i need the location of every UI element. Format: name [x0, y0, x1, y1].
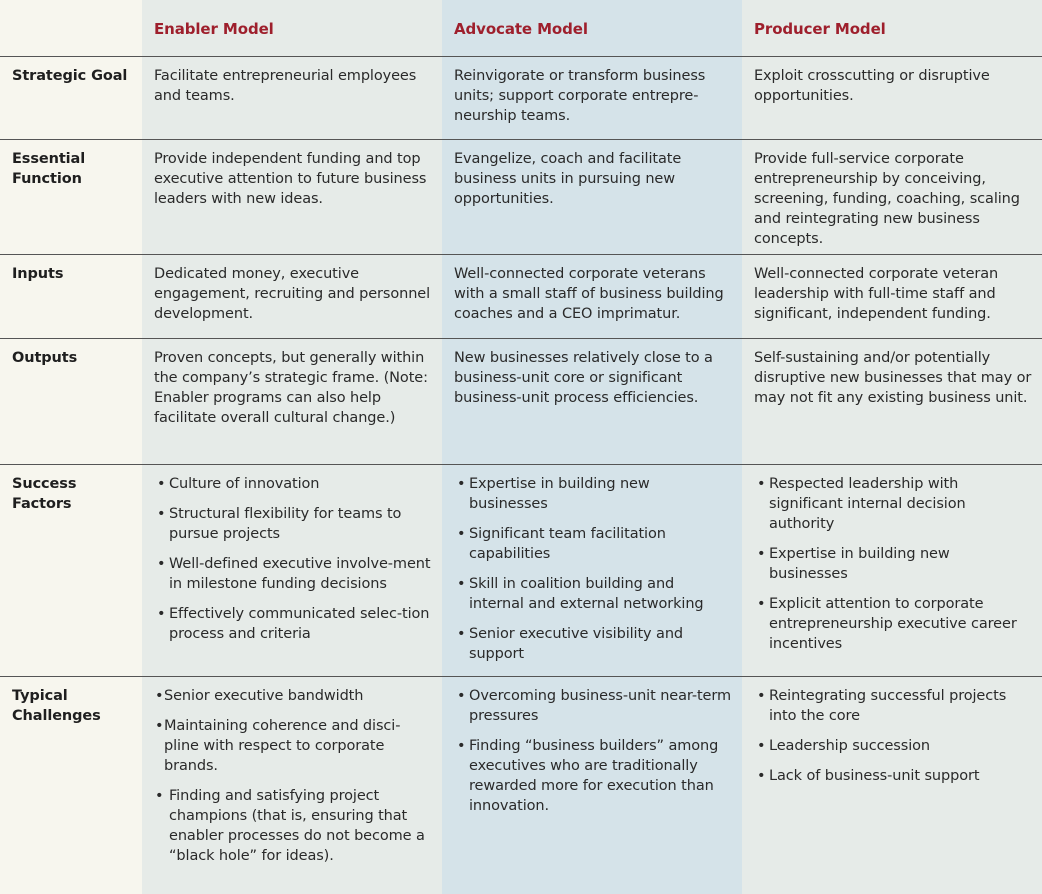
row-label-success-factors: Success Factors	[0, 465, 142, 677]
cell-enabler-strategic-goal: Facilitate entrepreneurial employees and teams.	[142, 57, 442, 140]
header-enabler-model: Enabler Model	[142, 0, 442, 57]
cell-producer-inputs: Well-connected corporate veteran leadership with full-time staff and significant, independent funding.	[742, 255, 1042, 339]
cell-enabler-inputs: Dedicated money, executive engagement, recruiting and personnel development.	[142, 255, 442, 339]
cell-producer-strategic-goal: Exploit crosscutting or disruptive opportunities.	[742, 57, 1042, 140]
list-item: • Reintegrating successful projects into the core	[754, 686, 1032, 726]
cell-producer-typical-challenges	[742, 677, 1042, 894]
bullet-list	[154, 686, 432, 866]
cell-producer-outputs: Self-sustaining and/or potentially disruptive new businesses that may or may not fit any existing business unit.	[742, 339, 1042, 465]
cell-enabler-success-factors	[142, 465, 442, 677]
header-advocate-model: Advocate Model	[442, 0, 742, 57]
cell-producer-essential-function: Provide full-service corporate entrepreneurship by conceiving, screening, funding, coaching, scaling and reintegrating new business concepts.	[742, 140, 1042, 255]
list-item: • Overcoming business-unit near-term pressures	[454, 686, 732, 726]
list-item: • Expertise in building new businesses	[754, 544, 1032, 584]
list-item: • Finding “business builders” among executives who are traditionally rewarded more for execution than innovation.	[454, 736, 732, 816]
list-item: • Finding and satisfying project champions (that is, ensuring that enabler processes do not become a “black hole” for ideas).	[154, 786, 432, 866]
cell-enabler-outputs: Proven concepts, but generally within the company’s strategic frame. (Note: Enabler programs can also help facilitate overall cultural change.)	[142, 339, 442, 465]
list-item: • Senior executive visibility and support	[454, 624, 732, 664]
cell-advocate-typical-challenges	[442, 677, 742, 894]
header-corner	[0, 0, 142, 57]
cell-advocate-success-factors	[442, 465, 742, 677]
list-item: • Skill in coalition building and internal and external networking	[454, 574, 732, 614]
list-item: • Significant team facilitation capabilities	[454, 524, 732, 564]
list-item: • Leadership succession	[754, 736, 1032, 756]
row-label-typical-challenges: Typical Challenges	[0, 677, 142, 894]
header-producer-model: Producer Model	[742, 0, 1042, 57]
row-label-inputs: Inputs	[0, 255, 142, 339]
cell-enabler-essential-function: Provide independent funding and top executive attention to future business leaders with new ideas.	[142, 140, 442, 255]
list-item: • Expertise in building new businesses	[454, 474, 732, 514]
list-item: • Well-defined executive involve-ment in milestone funding decisions	[154, 554, 432, 594]
list-item: • Lack of business-unit support	[754, 766, 1032, 786]
row-label-essential-function: Essential Function	[0, 140, 142, 255]
cell-advocate-inputs: Well-connected corporate veterans with a small staff of business building coaches and a CEO imprimatur.	[442, 255, 742, 339]
cell-enabler-typical-challenges	[142, 677, 442, 894]
row-label-outputs: Outputs	[0, 339, 142, 465]
list-item: • Structural flexibility for teams to pursue projects	[154, 504, 432, 544]
list-item: • Explicit attention to corporate entrepreneurship executive career incentives	[754, 594, 1032, 654]
bullet-list	[754, 686, 1032, 786]
list-item: • Senior executive bandwidth	[154, 686, 432, 706]
bullet-list	[154, 474, 432, 644]
cell-advocate-essential-function: Evangelize, coach and facilitate business units in pursuing new opportunities.	[442, 140, 742, 255]
list-item: • Effectively communicated selec-tion process and criteria	[154, 604, 432, 644]
list-item: • Culture of innovation	[154, 474, 432, 494]
list-item: • Maintaining coherence and disci-pline with respect to corporate brands.	[154, 716, 432, 776]
cell-producer-success-factors	[742, 465, 1042, 677]
list-item: • Respected leadership with significant internal decision authority	[754, 474, 1032, 534]
row-label-strategic-goal: Strategic Goal	[0, 57, 142, 140]
bullet-list	[454, 686, 732, 816]
bullet-list	[754, 474, 1032, 654]
cell-advocate-outputs: New businesses relatively close to a business-unit core or significant business-unit process efficiencies.	[442, 339, 742, 465]
cell-advocate-strategic-goal: Reinvigorate or transform business units; support corporate entrepre-neurship teams.	[442, 57, 742, 140]
bullet-list	[454, 474, 732, 664]
